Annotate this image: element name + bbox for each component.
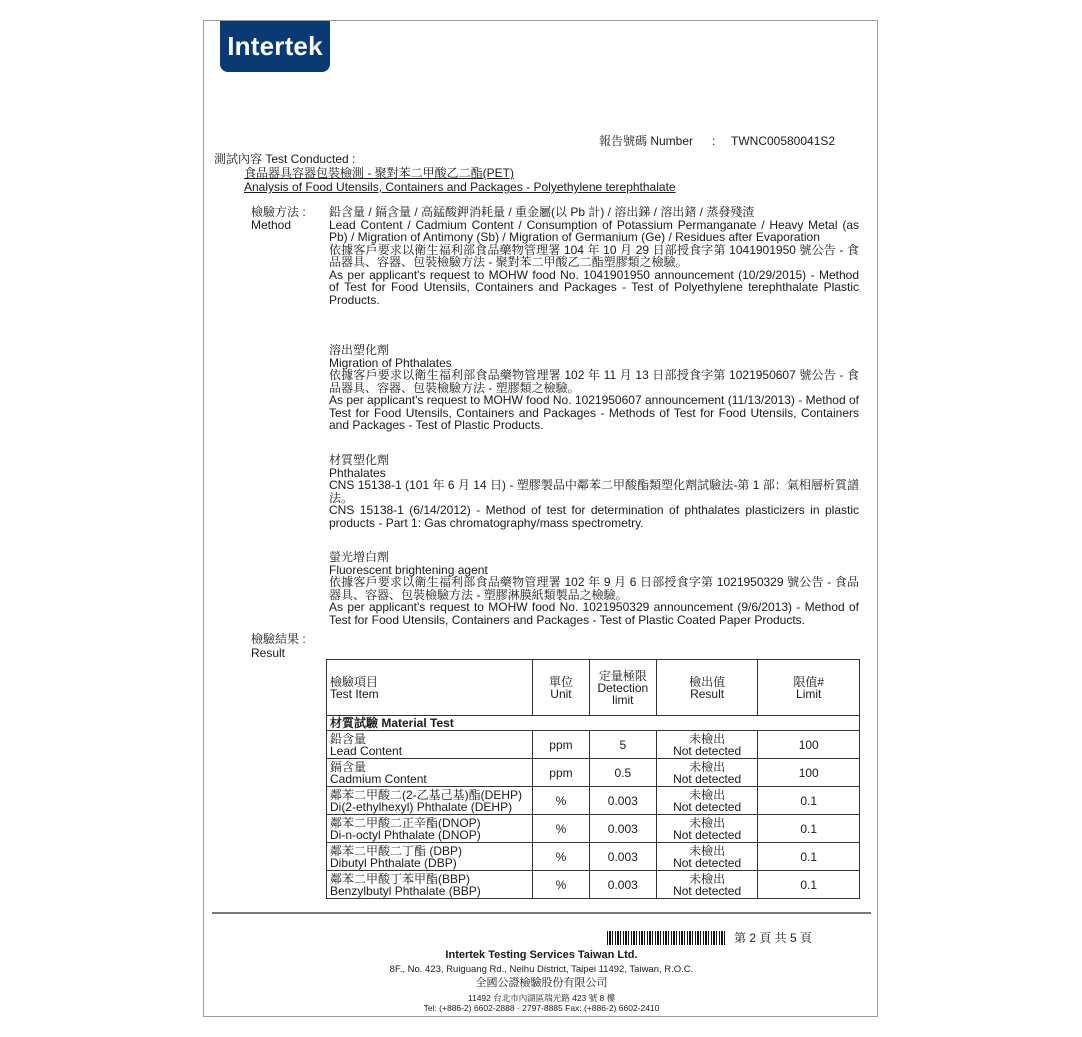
method-block-3 xyxy=(329,454,859,529)
row-limit: 0.1 xyxy=(758,843,860,871)
row-unit: % xyxy=(533,843,590,871)
method-block-4 xyxy=(329,551,859,626)
method-3-title-en: Phthalates xyxy=(329,465,386,480)
method-1-title-zh: 鉛含量 / 鎘含量 / 高錳酸鉀消耗量 / 重金屬(以 Pb 計) / 溶出銻 / 溶出鍺 / 蒸發殘渣 xyxy=(329,205,755,219)
header-result: 檢出值 Result xyxy=(656,660,758,716)
row-result: 未檢出 Not detected xyxy=(656,815,758,843)
table-row xyxy=(327,815,860,843)
table-row xyxy=(327,871,860,899)
method-2-title-zh: 溶出塑化劑 xyxy=(329,343,390,357)
report-page xyxy=(203,20,878,1017)
method-block-2 xyxy=(329,344,859,432)
method-label-en: Method xyxy=(251,218,292,232)
barcode-icon xyxy=(607,931,727,945)
test-conducted-en: Analysis of Food Utensils, Containers and Packages - Polyethylene terephthalate xyxy=(244,180,676,194)
row-unit: % xyxy=(533,815,590,843)
row-detection-limit: 0.5 xyxy=(589,759,656,787)
footer-phone: Tel: (+886-2) 6602-2888 · 2797-8885 Fax: (+886-2) 6602-2410 xyxy=(423,1003,660,1013)
row-result: 未檢出 Not detected xyxy=(656,731,758,759)
row-limit: 100 xyxy=(758,731,860,759)
intertek-logo: Intertek xyxy=(220,21,330,72)
method-3-title-zh: 材質塑化劑 xyxy=(329,453,390,467)
result-label-zh: 檢驗結果 : xyxy=(251,632,306,646)
header-limit: 限值# Limit xyxy=(758,660,860,716)
row-detection-limit: 0.003 xyxy=(589,815,656,843)
method-2-title-en: Migration of Phthalates xyxy=(329,355,452,370)
row-test-item: 鄰苯二甲酸二正辛酯(DNOP) Di-n-octyl Phthalate (DNOP) xyxy=(327,815,533,843)
method-3-ref-en: CNS 15138-1 (6/14/2012) - Method of test for determination of phthalates plasticizers in plastic products - Part 1: Gas chromatography/mass spectrometry. xyxy=(329,503,859,530)
row-unit: % xyxy=(533,871,590,899)
method-block-1 xyxy=(329,206,859,306)
method-1-ref-zh: 依據客戶要求以衛生福利部食品藥物管理署 104 年 10 月 29 日部授食字第 1041901950 號公告 - 食品器具、容器、包裝檢驗方法 - 聚對苯二甲酸乙二酯塑膠類之檢驗。 xyxy=(329,242,859,269)
row-unit: ppm xyxy=(533,731,590,759)
row-test-item: 鄰苯二甲酸二丁酯 (DBP) Dibutyl Phthalate (DBP) xyxy=(327,843,533,871)
row-result: 未檢出 Not detected xyxy=(656,871,758,899)
section-material-test: 材質試驗 Material Test xyxy=(327,716,860,731)
method-2-ref-zh: 依據客戶要求以衛生福利部食品藥物管理署 102 年 11 月 13 日部授食字第 1021950607 號公告 - 食品器具、容器、包裝檢驗方法 - 塑膠類之檢驗。 xyxy=(329,368,859,395)
row-test-item: 鉛含量 Lead Content xyxy=(327,731,533,759)
table-row xyxy=(327,843,860,871)
row-test-item: 鄰苯二甲酸丁苯甲酯(BBP) Benzylbutyl Phthalate (BBP) xyxy=(327,871,533,899)
row-test-item: 鄰苯二甲酸二(2-乙基己基)酯(DEHP) Di(2-ethylhexyl) Phthalate (DEHP) xyxy=(327,787,533,815)
row-detection-limit: 0.003 xyxy=(589,871,656,899)
footer-address: 8F., No. 423, Ruiguang Rd., Neihu District, Taipei 11492, Taiwan, R.O.C. xyxy=(389,964,694,975)
header-unit: 單位 Unit xyxy=(533,660,590,716)
table-row xyxy=(327,759,860,787)
method-label-zh: 檢驗方法 : xyxy=(251,205,306,219)
row-unit: ppm xyxy=(533,759,590,787)
footer-company-zh: 全國公證檢驗股份有限公司 xyxy=(475,977,608,989)
method-4-ref-en: As per applicant's request to MOHW food No. 1021950329 announcement (9/6/2013) - Method of Test for Food Utensils, Containers and Packages - Test of Plastic Coated Paper Products. xyxy=(329,600,859,627)
page-indicator: 第 2 頁 共 5 頁 xyxy=(734,931,813,945)
header-detection-limit: 定量極限 Detection limit xyxy=(589,660,656,716)
row-result: 未檢出 Not detected xyxy=(656,787,758,815)
row-detection-limit: 5 xyxy=(589,731,656,759)
row-limit: 0.1 xyxy=(758,815,860,843)
method-4-title-zh: 螢光增白劑 xyxy=(329,550,390,564)
method-4-ref-zh: 依據客戶要求以衛生福利部食品藥物管理署 102 年 9 月 6 日部授食字第 1021950329 號公告 - 食品器具、容器、包裝檢驗方法 - 塑膠淋膜紙類製品之檢驗。 xyxy=(329,575,859,602)
test-conducted-label: 測試內容 Test Conducted : xyxy=(214,152,356,166)
method-1-title-en: Lead Content / Cadmium Content / Consumption of Potassium Permanganate / Heavy Metal (as Pb) / Migration of Antimony (Sb) / Migration of Germanium (Ge) / Residues after Evaporation xyxy=(329,217,859,244)
footer-company: Intertek Testing Services Taiwan Ltd. xyxy=(445,949,638,961)
method-2-ref-en: As per applicant's request to MOHW food No. 1021950607 announcement (11/13/2013) - Method of Test for Food Utensils, Containers and Packages - Methods of Test for Food Utensils, Containers and Packages - Test of Plastic Products. xyxy=(329,393,859,432)
report-number-label: 報告號碼 Number xyxy=(599,134,694,148)
table-row xyxy=(327,787,860,815)
report-number-sep: : xyxy=(712,134,716,148)
footer-address-zh: 11492 台北市內湖區瑞光路 423 號 8 樓 xyxy=(467,993,616,1003)
result-label-en: Result xyxy=(251,646,286,660)
row-limit: 100 xyxy=(758,759,860,787)
method-3-ref-zh: CNS 15138-1 (101 年 6 月 14 日) - 塑膠製品中鄰苯二甲酸酯類塑化劑試驗法-第 1 部：氣相層析質譜法。 xyxy=(329,478,859,505)
row-limit: 0.1 xyxy=(758,787,860,815)
row-result: 未檢出 Not detected xyxy=(656,843,758,871)
method-4-title-en: Fluorescent brightening agent xyxy=(329,562,488,577)
row-detection-limit: 0.003 xyxy=(589,843,656,871)
header-test-item: 檢驗項目 Test Item xyxy=(327,660,533,716)
section-row xyxy=(327,716,860,731)
method-1-ref-en: As per applicant's request to MOHW food No. 1041901950 announcement (10/29/2015) - Method of Test for Food Utensils, Containers and Packages - Test of Polyethylene terephthalate Plastic Products. xyxy=(329,267,859,307)
footer-divider xyxy=(212,912,871,914)
row-unit: % xyxy=(533,787,590,815)
table-row xyxy=(327,731,860,759)
row-detection-limit: 0.003 xyxy=(589,787,656,815)
row-limit: 0.1 xyxy=(758,871,860,899)
test-conducted-zh: 食品器具容器包裝檢測 - 聚對苯二甲酸乙二酯(PET) xyxy=(244,166,514,180)
row-test-item: 鎘含量 Cadmium Content xyxy=(327,759,533,787)
table-header-row xyxy=(327,660,860,716)
row-result: 未檢出 Not detected xyxy=(656,759,758,787)
result-table xyxy=(326,659,860,899)
report-number: TWNC00580041S2 xyxy=(731,134,836,148)
